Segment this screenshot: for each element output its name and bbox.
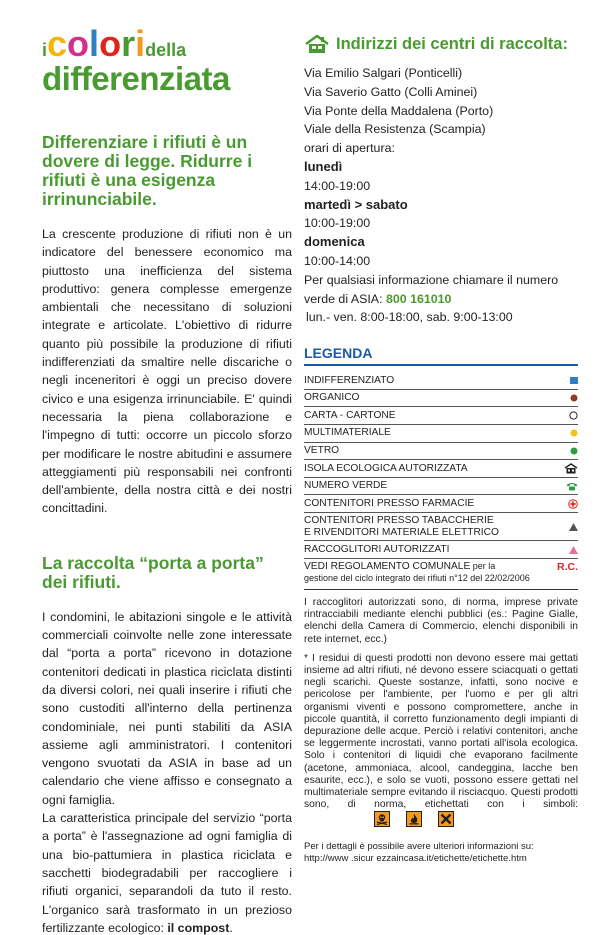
legenda-list	[304, 372, 578, 590]
house-icon	[304, 34, 330, 54]
pink-triangle-icon	[569, 546, 578, 554]
pharmacy-cross-icon	[568, 499, 578, 509]
legend-label: INDIFFERENZIATO	[304, 374, 395, 386]
regolamento-suffix: per la	[470, 560, 496, 571]
heading-porta-a-porta: La raccolta “porta a porta” dei rifiuti.	[42, 552, 264, 592]
phone-number: 800 161010	[385, 291, 452, 306]
right-column	[304, 30, 578, 865]
regolamento-label: VEDI REGOLAMENTO COMUNALE	[304, 560, 471, 572]
legend-label: ISOLA ECOLOGICA AUTORIZZATA	[304, 462, 468, 474]
logo-differenziata: differenziata	[42, 60, 230, 97]
toxic-skull-icon	[374, 811, 390, 827]
intro-paragraph: La crescente produzione di rifiuti non è un indicatore del benessere economico ma piuttosto una inefficienza del sistema produttivo: genera complesse emergenze ambientali che necessitano di soluzioni integrate e articolate. L'obiettivo di ridurre quanto più possibile la produzione di rifiuti indifferenziati da smaltire nelle discariche o negli inceneritori è oggi un preciso dovere civico e una esigenza irrinunciabile. E' quindi necessaria la piena collaborazione e l'impegno di tutti: occorre un piccolo sforzo per modificare le nostre abitudini e assumere atteggiamenti più responsabili nei confronti dell'ambiente, della nostra città e dei nostri concittadini.	[42, 227, 292, 516]
footnote	[304, 841, 578, 865]
logo-letter: l	[89, 23, 100, 64]
addresses-title: Indirizzi dei centri di raccolta:	[336, 34, 568, 53]
note-residui-text: * I residui di questi prodotti non devono essere mai gettati insieme ad altri rifiuti, né devono essere sciacquati o gettati negli scarichi. Queste sostanze, infatti, sono nocive e pericolose per l'ambiente, per l'uomo e per gli altri organismi viventi e possono compromettere, anche in piccole quantità, il corretto funzionamento degli impianti di depurazione delle acque. Perciò i relativi contenitori, anche se leggermente incrostati, vanno portati all'isola ecologica. Solo i contenitori di liquidi che evaporano facilmente (acetone, ammoniaca, alcool, candeggina, lacche ben esaurite, ecc.), e solo se vuoti, possono essere gettati nel multimateriale sempre evitando il risciacquo. Questi prodotti sono, di norma, etichettati con i simboli:	[304, 652, 578, 811]
heading-dovere: Differenziare i rifiuti è un dovere di legge. Ridurre i rifiuti è una esigenza irrinunciabile.	[42, 132, 253, 209]
legend-row	[304, 495, 578, 513]
telephone-icon	[566, 482, 578, 491]
legend-label: ORGANICO	[304, 392, 360, 404]
addresses-title-row	[304, 30, 578, 58]
legend-label: NUMERO VERDE	[304, 480, 388, 492]
logo-colori	[47, 23, 146, 64]
legend-row	[304, 513, 578, 541]
grey-triangle-icon	[569, 523, 578, 531]
legend-label-second-line: E RIVENDITORI MATERIALE ELETTRICO	[304, 526, 499, 538]
addresses-list	[304, 64, 578, 327]
info-label: Per qualsiasi informazione chiamare il numero verde di ASIA:	[304, 272, 559, 306]
porta-paragraph-1: I condomini, le abitazioni singole e le attività commerciali coinvolte nelle zone interessate dal “porta a porta” ricevono in dotazione contenitori dedicati in plastica riciclata distinti da diversi colori, nei quali inserire i rifiuti che sono custoditi all'interno della pertinenza condominiale, nei punti stabiliti da ASIA assieme agli amministratori. I contenitori vengono svuotati da ASIA in base ad un calendario che viene affisso e consegnato a ogni famiglia.	[42, 609, 292, 807]
logo-della: della	[145, 40, 187, 60]
logo-letter: o	[99, 23, 122, 64]
legend-row	[304, 443, 578, 461]
address-line: Via Saverio Gatto (Colli Aminei)	[304, 84, 478, 99]
hours-martedi-sabato: 10:00-19:00	[304, 216, 371, 231]
green-dot-icon	[570, 447, 578, 455]
phone-hours: lun.- ven. 8:00-18:00, sab. 9:00-13:00	[306, 310, 513, 325]
hours-domenica: 10:00-14:00	[304, 253, 371, 268]
logo-i: i	[42, 40, 48, 60]
regolamento-block	[304, 561, 530, 584]
white-circle-icon	[569, 411, 578, 420]
legend-label: CONTENITORI PRESSO FARMACIE	[304, 497, 475, 509]
orari-label: orari di apertura:	[304, 141, 395, 156]
compost-term: il compost	[167, 920, 230, 935]
porta-paragraph-2	[42, 809, 292, 935]
day-domenica: domenica	[304, 234, 365, 250]
day-lunedi: lunedì	[304, 158, 343, 174]
legend-label-block	[304, 515, 499, 538]
legend-row	[304, 425, 578, 443]
logo-line-1	[42, 23, 187, 64]
flammable-icon	[406, 811, 422, 827]
info-text	[304, 271, 578, 309]
blue-square-icon	[570, 377, 578, 384]
address-line: Viale della Resistenza (Scampia)	[304, 122, 486, 137]
compost-end: .	[229, 920, 233, 935]
legend-row	[304, 460, 578, 478]
legend-label: CONTENITORI PRESSO TABACCHERIE	[304, 514, 494, 526]
day-martedi-sabato: martedì > sabato	[304, 196, 408, 212]
rc-badge: R.C.	[557, 560, 578, 573]
left-column	[42, 23, 292, 935]
porta-paragraph-2-text: La caratteristica principale del servizio “porta a porta” è l'assegnazione ad ogni famiglia di una bio-pattumiera in plastica riciclata e sacchetti biodegradabili per raccogliere i rifiuti organici, separandoli da tuto il resto. L'organico sarà trasformato in un prezioso fertilizzante ecologico:	[42, 811, 292, 935]
address-line: Via Ponte della Maddalena (Porto)	[304, 103, 494, 118]
hazard-symbols	[374, 811, 454, 827]
legend-row	[304, 372, 578, 390]
footnote-url[interactable]: http://www .sicur ezzaincasa.it/etichette/etichette.htm	[304, 853, 527, 865]
legenda-title: LEGENDA	[304, 345, 578, 366]
footnote-text: Per i dettagli è possibile avere ulteriori informazioni su:	[304, 841, 534, 853]
yellow-dot-icon	[570, 429, 578, 437]
legend-label: MULTIMATERIALE	[304, 427, 391, 439]
legend-label: RACCOGLITORI AUTORIZZATI	[304, 543, 450, 555]
legend-row	[304, 541, 578, 559]
legend-label: CARTA - CARTONE	[304, 409, 396, 421]
harmful-x-icon	[438, 811, 454, 827]
legend-row	[304, 478, 578, 496]
address-line: Via Emilio Salgari (Ponticelli)	[304, 66, 463, 80]
logo-letter: i	[135, 23, 146, 64]
ecological-island-icon	[564, 463, 578, 474]
legend-row	[304, 390, 578, 408]
hours-lunedi: 14:00-19:00	[304, 178, 371, 193]
note-residui	[304, 653, 578, 828]
notes	[304, 597, 578, 827]
brown-dot-icon	[570, 394, 578, 402]
legend-label: VETRO	[304, 444, 340, 456]
logo-letter: r	[121, 23, 136, 64]
logo	[42, 23, 292, 97]
legend-row	[304, 407, 578, 425]
logo-letter: o	[67, 23, 90, 64]
note-raccoglitori: I raccoglitori autorizzati sono, di norma, imprese private rintracciabili mediante elenchi pubblici (es.: Pagine Gialle, elenchi della Camera di Commercio, elenchi disponibili in rete internet, ecc.)	[304, 596, 578, 645]
logo-letter: c	[47, 23, 68, 64]
legend-row-regolamento	[304, 559, 578, 590]
regolamento-note: gestione del ciclo integrato dei rifiuti n°12 del 22/02/2006	[304, 572, 530, 583]
